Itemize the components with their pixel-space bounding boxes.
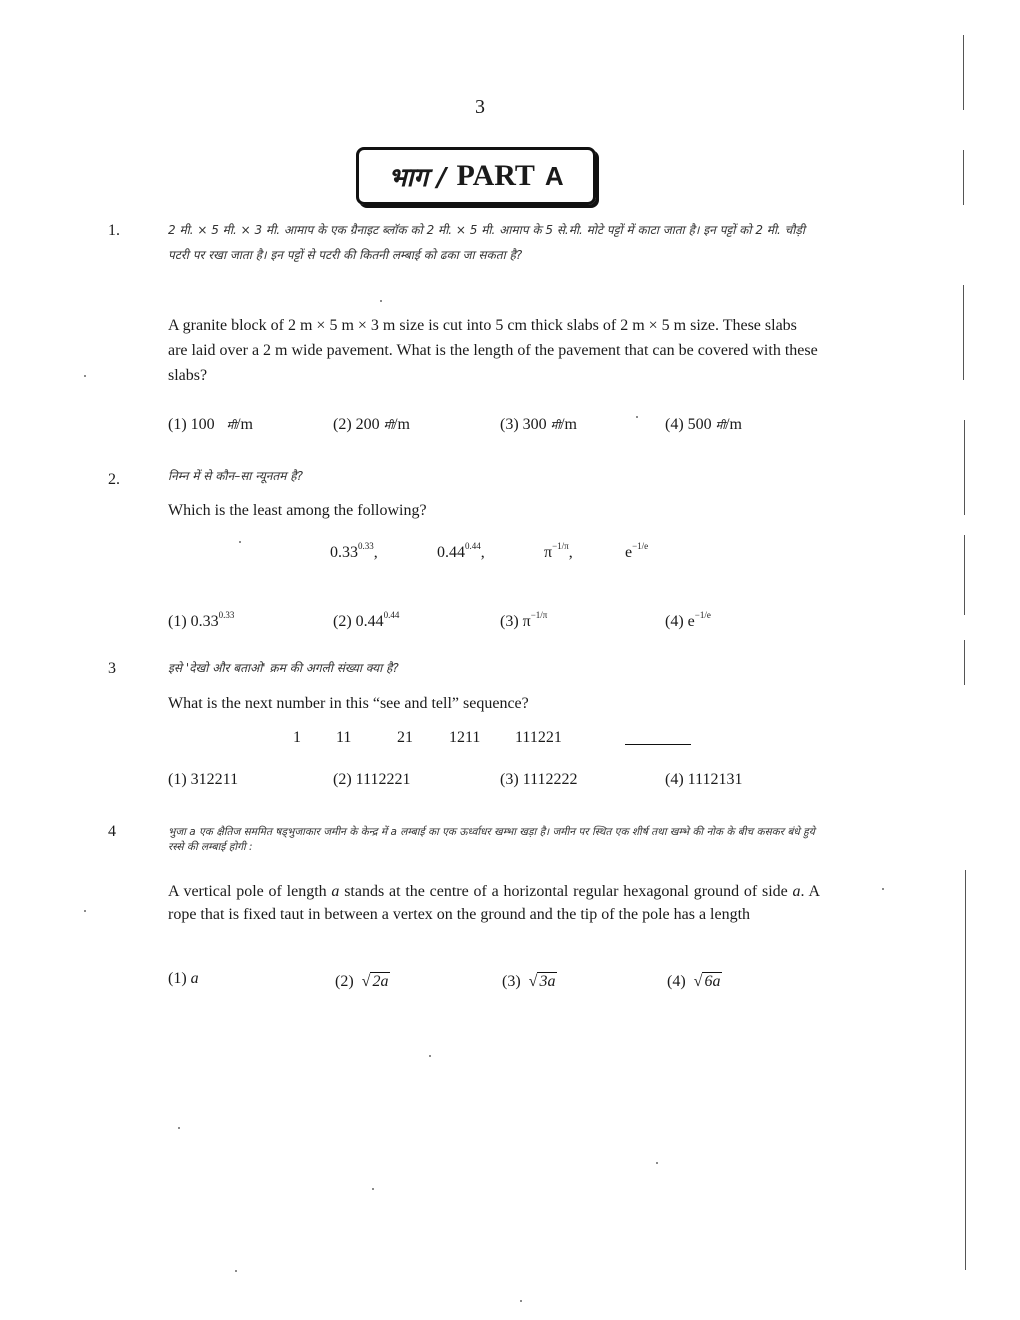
question-1-number: 1. (108, 222, 120, 239)
question-2-number: 2. (108, 471, 120, 488)
question-4-option-2: (2) √ 2a (335, 973, 389, 990)
scan-margin-line (963, 285, 964, 380)
sequence-term-1: 1 (293, 729, 301, 746)
scan-speck (235, 1270, 237, 1272)
question-2-option-1: (1) $0.33^{0.33}$ (168, 610, 235, 630)
question-1-english: A granite block of 2 m × 5 m × 3 m size is cut into 5 cm thick slabs of 2 m × 5 m size. These slabs are laid over a 2 m wide pavement. What is the length of the pavement that can be covered with these slabs? (168, 317, 818, 384)
question-2-expression-3: $\pi^{-1/\pi}$, (544, 541, 573, 561)
question-4-option-1: (1) a (168, 970, 199, 987)
scan-speck (178, 1127, 180, 1129)
square-root-icon: √ 3a (528, 973, 556, 990)
scan-speck (239, 541, 241, 543)
sequence-term-3: 21 (397, 729, 413, 746)
sequence-term-4: 1211 (449, 729, 481, 746)
question-4-hindi: भुजा a एक क्षैतिज सममित षड्भुजाकार जमीन के केन्द्र में a लम्बाई का एक ऊर्ध्वाधर खम्भा खड़ा है। जमीन पर स्थित एक शीर्ष तथा खम्भे की नोक के बीच कसकर बंधे हुये रस्से की लम्बाई होगी : (168, 826, 815, 853)
question-3-number: 3 (108, 660, 116, 677)
scan-speck (380, 300, 382, 302)
part-heading-box (356, 147, 596, 205)
question-3-option-2: (2) 1112221 (333, 771, 411, 788)
square-root-icon: √ 6a (693, 973, 721, 990)
scan-margin-line (964, 420, 965, 515)
scan-margin-line (964, 535, 965, 615)
question-3-hindi: इसे 'देखो और बताओ' क्रम की अगली संख्या क्या है? (168, 661, 399, 675)
part-heading-letter: A (544, 160, 564, 191)
scan-margin-line (965, 870, 966, 1270)
scan-margin-line (964, 640, 965, 685)
question-3-option-4: (4) 1112131 (665, 771, 743, 788)
part-heading-english: PART (456, 159, 535, 192)
scan-margin-line (963, 35, 964, 110)
question-1-option-3: (3) 300 मी/m (500, 416, 577, 433)
question-2-expression-4: $e^{-1/e}$ (625, 541, 649, 561)
scan-speck (429, 1055, 431, 1057)
scan-margin-line (963, 150, 964, 205)
question-4-number: 4 (108, 823, 116, 840)
scan-speck (656, 1162, 658, 1164)
square-root-icon: √ 2a (361, 973, 389, 990)
question-1-option-4: (4) 500 मी/m (665, 416, 742, 433)
scan-speck (520, 1300, 522, 1302)
sequence-term-5: 111221 (515, 729, 562, 746)
sequence-answer-blank (625, 744, 691, 745)
question-2-english: Which is the least among the following? (168, 502, 427, 519)
question-2-expression-1: $0.33^{0.33}$, (330, 541, 378, 561)
page-number: 3 (475, 96, 485, 118)
question-4-english: A vertical pole of length a stands at the centre of a horizontal regular hexagonal ground of side a. A rope that is fixed taut in between a vertex on the ground and the tip of the pole has a length (168, 883, 821, 923)
question-1-hindi: 2 मी. × 5 मी. × 3 मी. आमाप के एक ग्रैनाइट ब्लॉक को 2 मी. × 5 मी. आमाप के 5 से.मी. मोटे पट्टों में काटा जाता है। इन पट्टों को 2 मी. चौड़ी पटरी पर रखा जाता है। इन पट्टों से पटरी की कितनी लम्बाई को ढका जा सकता है? (168, 223, 805, 262)
question-2-option-3: (3) $\pi^{-1/\pi}$ (500, 610, 548, 630)
question-3-option-3: (3) 1112222 (500, 771, 578, 788)
question-2-expression-2: $0.44^{0.44}$, (437, 541, 485, 561)
scan-speck (372, 1188, 374, 1190)
question-4-option-4: (4) √ 6a (667, 973, 721, 990)
question-2-option-4: (4) $e^{-1/e}$ (665, 610, 711, 630)
scan-speck (84, 910, 86, 912)
question-2-hindi: निम्न में से कौन–सा न्यूनतम है? (168, 469, 303, 483)
question-3-english: What is the next number in this “see and tell” sequence? (168, 695, 529, 712)
scan-speck (882, 888, 884, 890)
question-2-option-2: (2) $0.44^{0.44}$ (333, 610, 400, 630)
question-1-option-1: (1) 100 मी/m (168, 416, 253, 433)
scan-speck (636, 416, 638, 418)
question-4-option-3: (3) √ 3a (502, 973, 556, 990)
part-heading-hindi: भाग / (388, 163, 447, 193)
sequence-term-2: 11 (336, 729, 352, 746)
question-1-option-2: (2) 200 मी/m (333, 416, 410, 433)
scan-speck (84, 375, 86, 377)
question-3-option-1: (1) 312211 (168, 771, 239, 788)
